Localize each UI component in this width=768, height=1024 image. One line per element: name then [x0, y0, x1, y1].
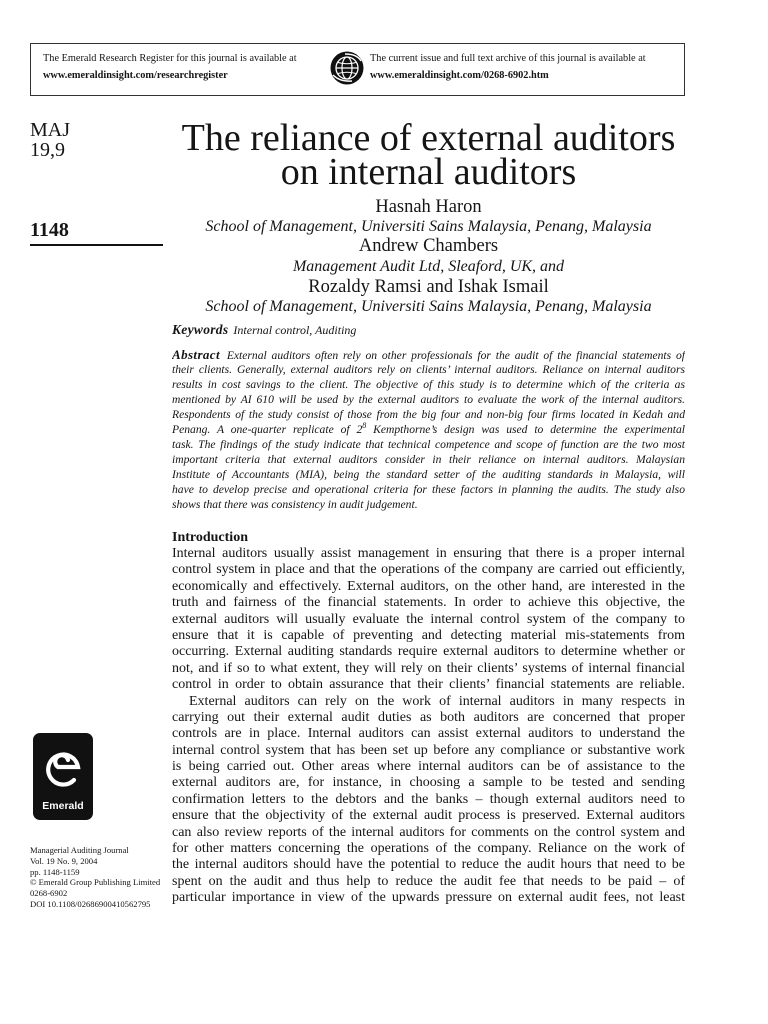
body-line: controls are in place. Internal auditors can assist external auditors to understand the: [172, 726, 685, 742]
body-line: is being carried out. Other areas where internal auditors can be of assistance to the: [172, 759, 685, 775]
citation-block: [30, 845, 170, 910]
body-line: ensure that the objectivity of the external audit process is preserved. External auditors: [172, 808, 685, 824]
abstract-label: Abstract: [172, 347, 220, 362]
citation-doi: DOI 10.1108/02686900410562795: [30, 898, 151, 909]
citation-volume: Vol. 19 No. 9, 2004: [30, 855, 98, 866]
archive-notice: [370, 50, 646, 84]
body-line: confirmation letters to the debtors and the banks – though external auditors need to: [172, 791, 685, 807]
body-line: external auditors are, for instance, in choosing a sample to be tested and sending: [172, 775, 685, 791]
body-line: control system in place and that the operations of the company are carried out efficiently,: [172, 562, 685, 578]
emerald-logo-text: Emerald: [42, 800, 84, 812]
abstract-line: their clients. Generally, external auditors rely on clients’ internal auditors. Reliance on internal auditors: [172, 363, 685, 376]
globe-icon: [330, 51, 364, 85]
author-affiliation: School of Management, Universiti Sains Malaysia, Penang, Malaysia: [205, 298, 652, 315]
citation-journal: Managerial Auditing Journal: [30, 845, 129, 855]
body-line: carrying out their external audit duties as both auditors are concerned that proper: [172, 709, 685, 725]
citation-pages: pp. 1148-1159: [30, 866, 80, 877]
abstract-line: [172, 422, 685, 437]
body-line: for other matters concerning the operations of the company. Reliance on the work of: [172, 841, 685, 857]
abstract-line: results in cost savings to the client. The objective of this study is to determine which of the criteria as: [172, 378, 685, 391]
abstract-line-text: External auditors often rely on other professionals for the audit of the financial statements of: [226, 349, 685, 362]
page-number-rule: [30, 244, 163, 246]
availability-header-box: [30, 43, 685, 96]
body-line: External auditors can rely on the work of internal auditors in many respects in: [189, 693, 685, 709]
abstract-line: shows that there was consistency in audit judgement.: [172, 498, 418, 511]
body-line: can also review reports of the internal auditors for comments on the control system and: [172, 824, 685, 840]
abstract-line: [172, 347, 685, 362]
journal-abbreviation: MAJ: [30, 119, 71, 141]
body-line: the internal auditors should have the potential to reduce the audit hours that need to be: [172, 857, 685, 873]
body-line: occurring. External auditing standards require external auditors to determine whether or: [172, 644, 685, 660]
keywords: [172, 322, 356, 338]
emerald-spiral-icon: [33, 733, 93, 799]
page-number: 1148: [30, 219, 69, 241]
body-text: [172, 546, 685, 907]
author-name: Andrew Chambers: [358, 236, 499, 256]
body-line: control in order to obtain assurance that their clients’ financial statements are reliable.: [172, 677, 685, 693]
citation-copyright: © Emerald Group Publishing Limited: [30, 877, 161, 888]
abstract: [172, 347, 685, 512]
archive-text: The current issue and full text archive of this journal is available at: [370, 53, 646, 64]
abstract-line: Institute of Accountants (MIA), being the standard setter of the auditing standards in Malaysia, will: [172, 468, 685, 481]
abstract-line-text: Kempthorne’s design was used to determine the experimental: [366, 423, 685, 436]
abstract-line: important criteria that external auditors consider in their reliance on internal auditors. Malaysian: [172, 453, 685, 466]
author-name: Hasnah Haron: [375, 197, 482, 217]
body-line: truth and fairness of the financial statements. In order to achieve this objective, the: [172, 595, 685, 611]
archive-link[interactable]: www.emeraldinsight.com/0268-6902.htm: [370, 70, 549, 81]
author-name: Rozaldy Ramsi and Ishak Ismail: [308, 277, 549, 297]
body-line: external auditors will usually evaluate the internal control system of the company to: [172, 611, 685, 627]
body-line: economically and effectively. External auditors, on the other hand, are interested in the: [172, 578, 685, 594]
citation-issn: 0268-6902: [30, 888, 68, 899]
emerald-logo: [33, 733, 93, 820]
keywords-value: Internal control, Auditing: [233, 323, 357, 337]
body-line: particular importance in view of the upwards pressure on external audit fees, not least: [172, 890, 685, 906]
research-register-notice: [43, 50, 297, 84]
title-line: on internal auditors: [280, 151, 577, 193]
author-affiliation: School of Management, Universiti Sains Malaysia, Penang, Malaysia: [205, 218, 652, 235]
article-title: [172, 117, 685, 193]
section-heading: Introduction: [172, 530, 248, 545]
body-line: spent on the audit and thus help to reduce the audit fee that needs to be paid – of: [172, 873, 685, 889]
body-line: internal control system that has been set up before any compliance or substantive work: [172, 742, 685, 758]
abstract-line: Respondents of the study consist of those from the big four and non-big four firms located in Kedah and: [172, 408, 685, 421]
research-register-link[interactable]: www.emeraldinsight.com/researchregister: [43, 70, 228, 81]
superscript: 8: [362, 422, 367, 431]
research-register-text: The Emerald Research Register for this journal is available at: [43, 53, 297, 64]
title-line: The reliance of external auditors: [181, 117, 676, 159]
body-line: ensure that it is capable of preventing and detecting material mis-statements from: [172, 627, 685, 643]
body-line: not, and if so to what extent, they will rely on their clients’ systems of internal financial: [172, 660, 685, 676]
body-line: Internal auditors usually assist management in ensuring that there is a proper internal: [172, 546, 685, 561]
volume-issue: 19,9: [30, 139, 65, 161]
abstract-line: task. The findings of the study indicate that technical competence and scope of function are the two most: [172, 438, 685, 451]
keywords-label: Keywords: [172, 322, 229, 337]
abstract-line: mentioned by AI 610 will be used by the external auditors to evaluate the work of the internal auditors.: [172, 393, 685, 406]
abstract-line-text: Penang. A one-quarter replicate of 2: [172, 423, 363, 436]
author-affiliation: Management Audit Ltd, Sleaford, UK, and: [292, 258, 565, 275]
abstract-line: have to develop precise and operational criteria for these factors in planning the audits. The study also: [172, 483, 685, 496]
